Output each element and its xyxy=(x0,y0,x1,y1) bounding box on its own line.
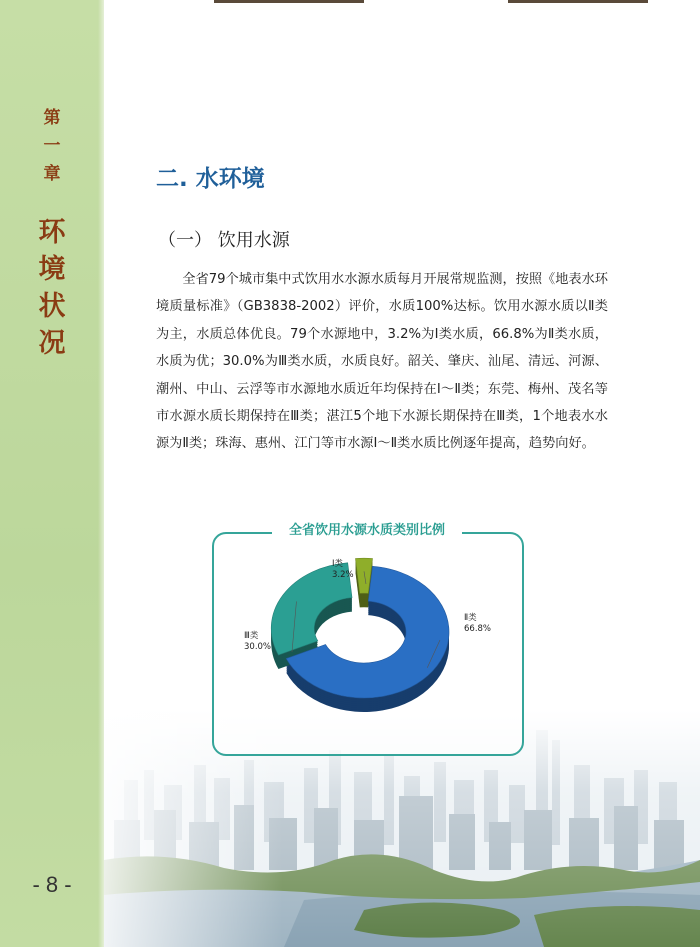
chapter-char: 一 xyxy=(43,136,61,156)
body-paragraph: 全省79个城市集中式饮用水水源水质每月开展常规监测，按照《地表水环境质量标准》（GB3838-2002）评价，水质100%达标。饮用水源水质以Ⅱ类为主，水质总体优良。79个水源地中，3.2%为Ⅰ类水质，66.8%为Ⅱ类水质，水质为优；30.0%为Ⅲ类水质，水质良好。韶关、肇庆、汕尾、清远、河源、潮州、中山、云浮等市水源地水质近年均保持在Ⅰ～Ⅱ类；东莞、梅州、茂名等市水源水质长期保持在Ⅲ类；湛江5个地下水源长期保持在Ⅲ类，1个地表水水源为Ⅱ类；珠海、惠州、江门等市水源Ⅰ～Ⅱ类水质比例逐年提高，趋势向好。 xyxy=(156,272,608,452)
slice-value-label: 30.0% xyxy=(244,642,272,652)
chapter-char: 第 xyxy=(43,108,61,128)
section-title: 二. 水环境 xyxy=(156,166,265,192)
slice-category-label: Ⅱ类 xyxy=(464,613,477,623)
subsection-title: （一） 饮用水源 xyxy=(158,230,290,251)
chapter-title-char: 境 xyxy=(38,254,66,285)
chapter-title-char: 况 xyxy=(38,328,66,359)
donut-chart xyxy=(214,540,518,740)
chapter-number xyxy=(0,104,104,188)
slice-value-label: 66.8% xyxy=(464,624,492,634)
slice-category-label: Ⅲ类 xyxy=(244,631,259,641)
slice-value-label: 3.2% xyxy=(332,570,354,580)
top-decor-bar xyxy=(214,0,364,3)
slice-category-label: Ⅰ类 xyxy=(332,559,344,569)
chapter-title-char: 环 xyxy=(38,217,66,248)
top-decor-bar xyxy=(508,0,648,3)
page-number: - 8 - xyxy=(32,872,72,897)
chapter-sidebar xyxy=(0,0,104,947)
chapter-title xyxy=(0,214,104,362)
chapter-title-char: 状 xyxy=(38,291,66,322)
chart-title: 全省饮用水源水质类别比例 xyxy=(272,520,462,542)
chapter-char: 章 xyxy=(43,164,61,184)
